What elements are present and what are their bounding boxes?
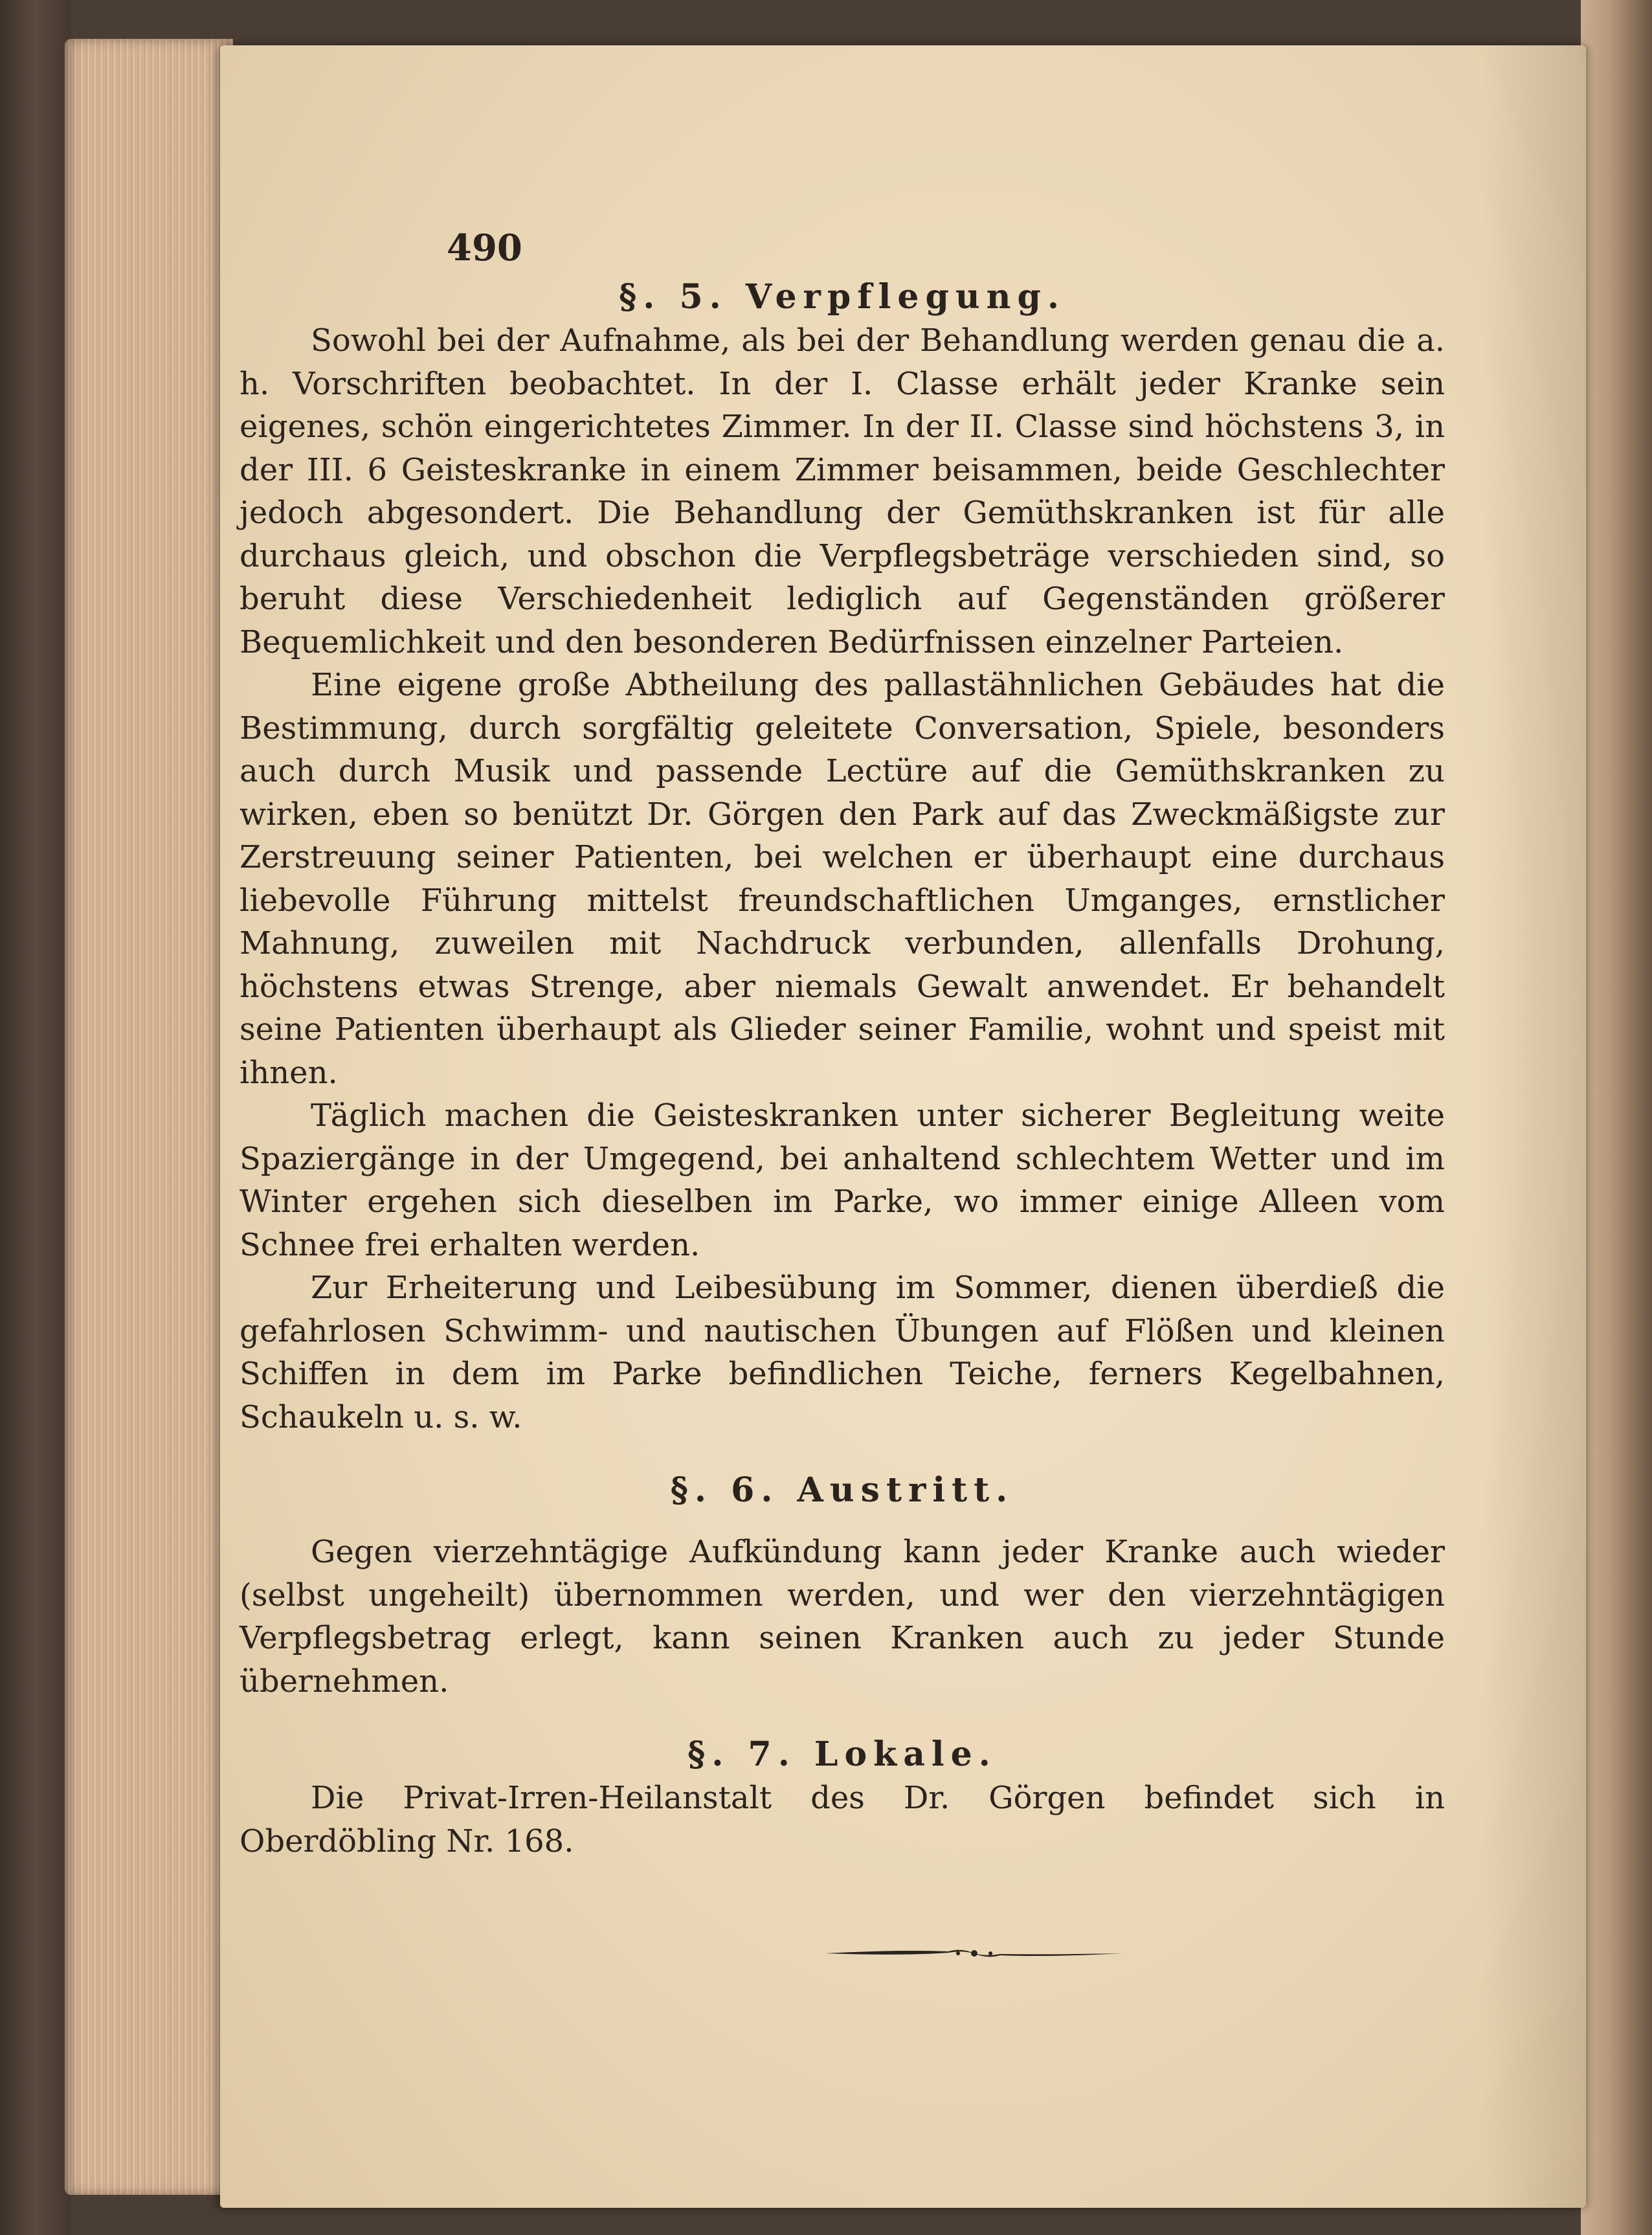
ornament-divider: [825, 1944, 1123, 1963]
paragraph: Zur Erheiterung und Leibesübung im Sommer, dienen überdieß die gefahrlosen Schwimm- und nautischen Übungen auf Flößen und kleinen Schiffen in dem im Parke befindlichen Teiche, ferners Kegelbahnen, Schaukeln u. s. w.: [240, 1270, 1445, 1435]
page-text-block: [240, 223, 1445, 1863]
paragraph: Gegen vierzehntägige Aufkündung kann jeder Kranke auch wieder (selbst ungeheilt) übernommen werden, und wer den vierzehntägigen Verpflegsbetrag erlegt, kann seinen Kranken auch zu jeder Stunde übernehmen.: [240, 1534, 1445, 1700]
section-heading-verpflegung: §. 5. Verpflegung.: [619, 277, 1066, 317]
section-heading-lokale: §. 7. Lokale.: [687, 1735, 997, 1774]
paragraph: Täglich machen die Geisteskranken unter sicherer Begleitung weite Spaziergänge in der Umgegend, bei anhaltend schlechtem Wetter und im Winter ergehen sich dieselben im Parke, wo immer einige Alleen vom Schnee frei erhalten werden.: [240, 1097, 1445, 1263]
paragraph: Eine eigene große Abtheilung des pallastähnlichen Gebäudes hat die Bestimmung, durch sorgfältig geleitete Conversation, Spiele, besonders auch durch Musik und passende Lectüre auf die Gemüthskranken zu wirken, eben so benützt Dr. Görgen den Park auf das Zweckmäßigste zur Zerstreuung seiner Patienten, bei welchen er überhaupt eine durchaus liebevolle Führung mittelst freundschaftlichen Umganges, ernstlicher Mahnung, zuweilen mit Nachdruck verbunden, allenfalls Drohung, höchstens etwas Strenge, aber niemals Gewalt anwendet. Er behandelt seine Patienten überhaupt als Glieder seiner Familie, wohnt und speist mit ihnen.: [240, 667, 1445, 1091]
page-edges-stack: [65, 39, 233, 2195]
book-cover-left: [0, 0, 71, 2235]
book-cover-right: [1581, 0, 1652, 2235]
paragraph: Sowohl bei der Aufnahme, als bei der Behandlung werden genau die a. h. Vorschriften beobachtet. In der I. Classe erhält jeder Kranke sein eigenes, schön eingerichtetes Zimmer. In der II. Classe sind höchstens 3, in der III. 6 Geisteskranke in einem Zimmer beisammen, beide Geschlechter jedoch abgesondert. Die Behandlung der Gemüthskranken ist für alle durchaus gleich, und obschon die Verpflegsbeträge verschieden sind, so beruht diese Verschiedenheit lediglich auf Gegenständen größerer Bequemlichkeit und den besonderen Bedürfnissen einzelner Parteien.: [240, 322, 1445, 660]
paragraph: Die Privat-Irren-Heilanstalt des Dr. Görgen befindet sich in Oberdöbling Nr. 168.: [240, 1780, 1445, 1859]
section-heading-austritt: §. 6. Austritt.: [670, 1470, 1014, 1510]
gutter-shadow: [1482, 45, 1586, 2208]
page-number: 490: [447, 227, 522, 269]
